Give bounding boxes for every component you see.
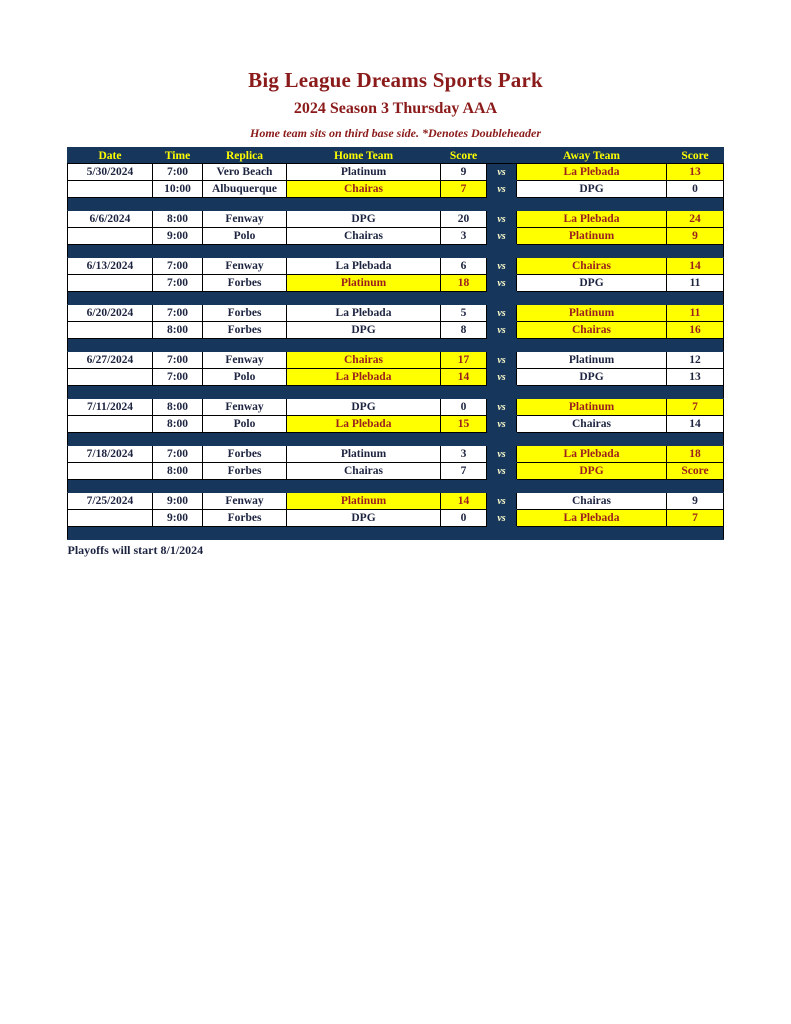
time-cell: 8:00 xyxy=(153,399,203,416)
away-score-cell: 11 xyxy=(667,305,724,322)
replica-cell: Vero Beach xyxy=(203,164,287,181)
date-cell: 6/27/2024 xyxy=(68,352,153,369)
home-score-cell: 14 xyxy=(441,493,487,510)
away-team-cell: Platinum xyxy=(517,352,667,369)
page-subtitle: 2024 Season 3 Thursday AAA xyxy=(293,100,498,117)
vs-cell: vs xyxy=(487,275,517,292)
column-header: Time xyxy=(153,148,203,164)
table-row xyxy=(68,416,724,433)
away-score-cell: 14 xyxy=(667,416,724,433)
away-score-cell: 0 xyxy=(667,181,724,198)
home-score-cell: 5 xyxy=(441,305,487,322)
table-row xyxy=(68,228,724,245)
away-score-cell: 12 xyxy=(667,352,724,369)
date-cell: 6/13/2024 xyxy=(68,258,153,275)
home-team-cell: DPG xyxy=(287,211,441,228)
table-row xyxy=(68,369,724,386)
replica-cell: Albuquerque xyxy=(203,181,287,198)
home-score-cell: 9 xyxy=(441,164,487,181)
replica-cell: Fenway xyxy=(203,399,287,416)
vs-cell: vs xyxy=(487,164,517,181)
home-team-cell: DPG xyxy=(287,322,441,339)
table-row xyxy=(68,510,724,527)
page-title: Big League Dreams Sports Park xyxy=(248,68,543,92)
vs-cell: vs xyxy=(487,305,517,322)
schedule-table xyxy=(67,147,724,540)
table-header-row xyxy=(68,148,724,164)
away-score-cell: 9 xyxy=(667,228,724,245)
time-cell: 7:00 xyxy=(153,305,203,322)
time-cell: 8:00 xyxy=(153,322,203,339)
away-team-cell: Chairas xyxy=(517,258,667,275)
away-score-cell: 7 xyxy=(667,510,724,527)
time-cell: 9:00 xyxy=(153,510,203,527)
column-header xyxy=(487,148,517,164)
group-separator xyxy=(68,433,724,446)
home-score-cell: 14 xyxy=(441,369,487,386)
replica-cell: Polo xyxy=(203,416,287,433)
home-score-cell: 6 xyxy=(441,258,487,275)
date-cell xyxy=(68,275,153,292)
home-team-cell: La Plebada xyxy=(287,369,441,386)
away-team-cell: DPG xyxy=(517,369,667,386)
vs-cell: vs xyxy=(487,510,517,527)
replica-cell: Fenway xyxy=(203,211,287,228)
column-header: Score xyxy=(441,148,487,164)
table-row xyxy=(68,399,724,416)
replica-cell: Fenway xyxy=(203,352,287,369)
vs-cell: vs xyxy=(487,211,517,228)
date-cell: 7/18/2024 xyxy=(68,446,153,463)
vs-cell: vs xyxy=(487,369,517,386)
home-score-cell: 0 xyxy=(441,510,487,527)
table-row xyxy=(68,352,724,369)
replica-cell: Forbes xyxy=(203,275,287,292)
column-header: Date xyxy=(68,148,153,164)
home-score-cell: 7 xyxy=(441,181,487,198)
away-team-cell: Chairas xyxy=(517,416,667,433)
vs-cell: vs xyxy=(487,322,517,339)
column-header: Away Team xyxy=(517,148,667,164)
home-score-cell: 17 xyxy=(441,352,487,369)
away-team-cell: La Plebada xyxy=(517,211,667,228)
away-score-cell: 18 xyxy=(667,446,724,463)
vs-cell: vs xyxy=(487,493,517,510)
date-cell xyxy=(68,322,153,339)
date-cell: 7/25/2024 xyxy=(68,493,153,510)
table-row xyxy=(68,258,724,275)
home-team-cell: Chairas xyxy=(287,181,441,198)
home-score-cell: 8 xyxy=(441,322,487,339)
away-score-cell: 13 xyxy=(667,164,724,181)
away-team-cell: Platinum xyxy=(517,228,667,245)
away-score-cell: Score xyxy=(667,463,724,480)
home-team-cell: Platinum xyxy=(287,446,441,463)
home-team-cell: DPG xyxy=(287,399,441,416)
time-cell: 7:00 xyxy=(153,275,203,292)
time-cell: 7:00 xyxy=(153,258,203,275)
home-team-cell: La Plebada xyxy=(287,305,441,322)
table-row xyxy=(68,463,724,480)
date-cell xyxy=(68,228,153,245)
away-team-cell: La Plebada xyxy=(517,446,667,463)
home-score-cell: 0 xyxy=(441,399,487,416)
date-cell xyxy=(68,369,153,386)
home-team-cell: Platinum xyxy=(287,164,441,181)
time-cell: 7:00 xyxy=(153,352,203,369)
vs-cell: vs xyxy=(487,399,517,416)
away-team-cell: DPG xyxy=(517,463,667,480)
away-score-cell: 9 xyxy=(667,493,724,510)
home-team-cell: La Plebada xyxy=(287,416,441,433)
replica-cell: Fenway xyxy=(203,258,287,275)
replica-cell: Forbes xyxy=(203,322,287,339)
group-separator xyxy=(68,339,724,352)
table-row xyxy=(68,181,724,198)
home-score-cell: 3 xyxy=(441,446,487,463)
time-cell: 7:00 xyxy=(153,446,203,463)
group-separator xyxy=(68,245,724,258)
table-row xyxy=(68,322,724,339)
group-separator xyxy=(68,292,724,305)
vs-cell: vs xyxy=(487,352,517,369)
time-cell: 10:00 xyxy=(153,181,203,198)
vs-cell: vs xyxy=(487,258,517,275)
away-score-cell: 13 xyxy=(667,369,724,386)
column-header: Home Team xyxy=(287,148,441,164)
date-cell xyxy=(68,181,153,198)
time-cell: 8:00 xyxy=(153,416,203,433)
away-team-cell: DPG xyxy=(517,275,667,292)
home-score-cell: 7 xyxy=(441,463,487,480)
vs-cell: vs xyxy=(487,416,517,433)
home-team-cell: DPG xyxy=(287,510,441,527)
time-cell: 8:00 xyxy=(153,463,203,480)
away-team-cell: La Plebada xyxy=(517,164,667,181)
date-cell: 6/6/2024 xyxy=(68,211,153,228)
away-score-cell: 11 xyxy=(667,275,724,292)
home-team-cell: Chairas xyxy=(287,228,441,245)
column-header: Replica xyxy=(203,148,287,164)
replica-cell: Polo xyxy=(203,228,287,245)
date-cell: 6/20/2024 xyxy=(68,305,153,322)
away-team-cell: Platinum xyxy=(517,399,667,416)
group-separator xyxy=(68,480,724,493)
table-row xyxy=(68,164,724,181)
vs-cell: vs xyxy=(487,181,517,198)
date-cell xyxy=(68,416,153,433)
home-score-cell: 18 xyxy=(441,275,487,292)
home-team-note: Home team sits on third base side. *Denotes Doubleheader xyxy=(250,126,541,140)
away-team-cell: Chairas xyxy=(517,493,667,510)
vs-cell: vs xyxy=(487,228,517,245)
replica-cell: Forbes xyxy=(203,446,287,463)
home-team-cell: Platinum xyxy=(287,275,441,292)
column-header: Score xyxy=(667,148,724,164)
group-separator xyxy=(68,386,724,399)
date-cell xyxy=(68,463,153,480)
time-cell: 7:00 xyxy=(153,369,203,386)
home-score-cell: 15 xyxy=(441,416,487,433)
date-cell xyxy=(68,510,153,527)
table-row xyxy=(68,211,724,228)
away-team-cell: La Plebada xyxy=(517,510,667,527)
time-cell: 7:00 xyxy=(153,164,203,181)
table-row xyxy=(68,305,724,322)
date-cell: 5/30/2024 xyxy=(68,164,153,181)
vs-cell: vs xyxy=(487,446,517,463)
away-score-cell: 14 xyxy=(667,258,724,275)
playoffs-note: Playoffs will start 8/1/2024 xyxy=(67,543,204,557)
home-score-cell: 20 xyxy=(441,211,487,228)
replica-cell: Polo xyxy=(203,369,287,386)
replica-cell: Forbes xyxy=(203,305,287,322)
home-team-cell: Chairas xyxy=(287,463,441,480)
vs-cell: vs xyxy=(487,463,517,480)
away-team-cell: Chairas xyxy=(517,322,667,339)
away-team-cell: DPG xyxy=(517,181,667,198)
group-separator xyxy=(68,527,724,540)
table-row xyxy=(68,446,724,463)
home-team-cell: Platinum xyxy=(287,493,441,510)
time-cell: 9:00 xyxy=(153,228,203,245)
time-cell: 8:00 xyxy=(153,211,203,228)
table-row xyxy=(68,275,724,292)
replica-cell: Forbes xyxy=(203,463,287,480)
replica-cell: Fenway xyxy=(203,493,287,510)
home-team-cell: Chairas xyxy=(287,352,441,369)
date-cell: 7/11/2024 xyxy=(68,399,153,416)
away-score-cell: 16 xyxy=(667,322,724,339)
home-score-cell: 3 xyxy=(441,228,487,245)
away-score-cell: 7 xyxy=(667,399,724,416)
group-separator xyxy=(68,198,724,211)
home-team-cell: La Plebada xyxy=(287,258,441,275)
away-score-cell: 24 xyxy=(667,211,724,228)
table-row xyxy=(68,493,724,510)
replica-cell: Forbes xyxy=(203,510,287,527)
time-cell: 9:00 xyxy=(153,493,203,510)
away-team-cell: Platinum xyxy=(517,305,667,322)
